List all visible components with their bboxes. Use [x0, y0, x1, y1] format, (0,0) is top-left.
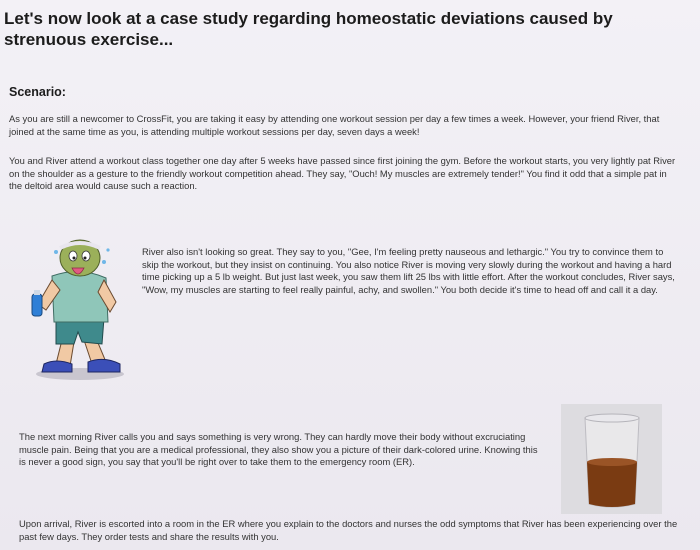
paragraph-er-arrival: Upon arrival, River is escorted into a room in the ER where you explain to the doctors and nurses the odd symptoms that River has been experiencing over the past few days. They order tests and share the results with you.	[19, 518, 678, 542]
paragraph-gym-class: You and River attend a workout class together one day after 5 weeks have passed since first joining the gym. Before the workout starts, you very lightly pat River on the shoulder as a gesture to the friendly workout competition ahead. They say, "Ouch! My muscles are extremely tender!" You find it odd that a simple pat in the deltoid area would cause such a reaction.	[9, 155, 676, 192]
scenario-heading: Scenario:	[9, 85, 66, 99]
paragraph-next-morning: The next morning River calls you and says something is very wrong. They can hardly move their body without excruciating muscle pain. Being that you are a medical professional, they also show you a picture of their dark-colored urine. Knowing this is never a good sign, you say that you'll be right over to take them to the emergency room (ER).	[19, 431, 538, 468]
urine-sample-cup-photo	[561, 404, 662, 514]
page-title: Let's now look at a case study regarding homeostatic deviations caused by strenuous exercise...	[4, 9, 613, 49]
exhausted-athlete-cartoon	[22, 232, 138, 382]
paragraph-intro: As you are still a newcomer to CrossFit, you are taking it easy by attending one workout session per day a few times a week. However, your friend River, that joined at the same time as you, is attending multiple workout sessions per day, seven days a week!	[9, 113, 660, 137]
paragraph-river-symptoms: River also isn't looking so great. They say to you, "Gee, I'm feeling pretty nauseous and lethargic." You try to convince them to skip the workout, but they insist on continuing. You also notice River is moving very slowly during the workout and having a hard time picking up a 5 lb weight. But just last week, you saw them lift 25 lbs with little effort. After the workout concludes, River says, "Wow, my muscles are starting to feel really painful, achy, and swollen." You both decide it's time to head off and call it a day.	[142, 246, 675, 295]
